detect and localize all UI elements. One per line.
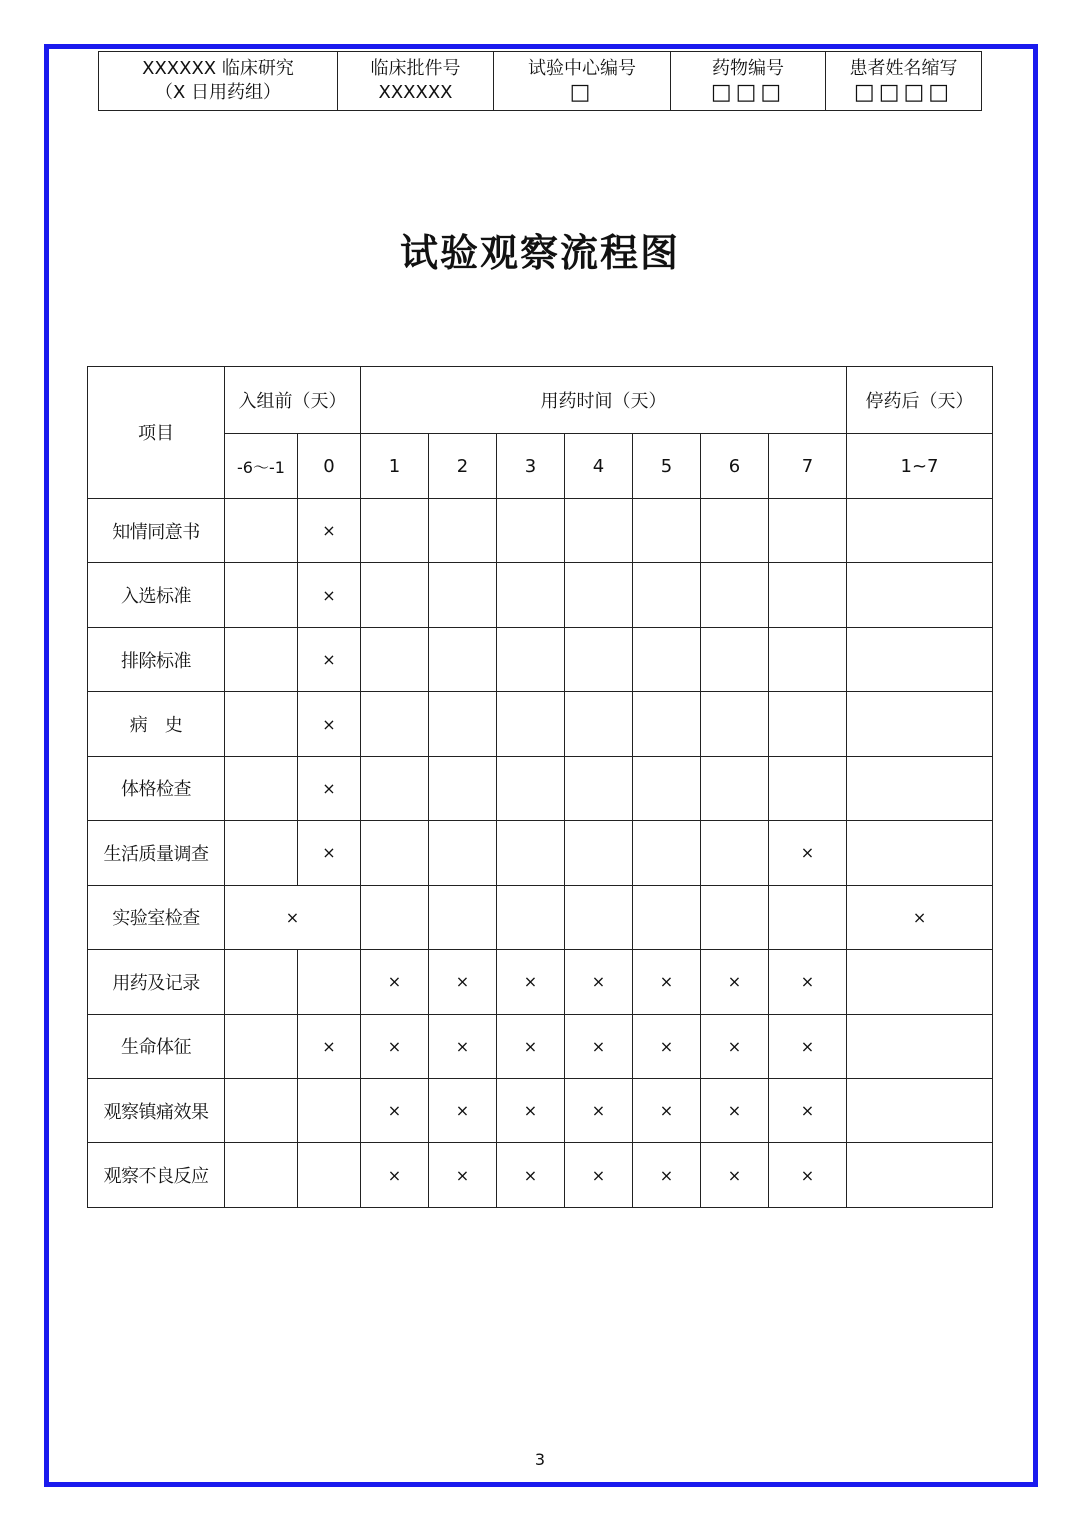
center-code-cell xyxy=(494,52,671,111)
table-row xyxy=(88,950,993,1014)
schedule-cell: × xyxy=(429,1143,497,1208)
patient-initials-cell xyxy=(826,52,982,111)
schedule-cell xyxy=(769,498,847,562)
schedule-cell xyxy=(769,692,847,756)
schedule-cell: × xyxy=(769,1143,847,1208)
schedule-cell: × xyxy=(361,1143,429,1208)
schedule-cell: × xyxy=(633,1143,701,1208)
schedule-cell: × xyxy=(429,950,497,1014)
schedule-cell xyxy=(429,563,497,627)
schedule-cell xyxy=(847,498,993,562)
schedule-cell: × xyxy=(298,821,361,885)
schedule-cell xyxy=(633,627,701,691)
schedule-cell: × xyxy=(361,1079,429,1143)
schedule-cell: × xyxy=(633,1014,701,1078)
schedule-cell: × xyxy=(298,756,361,820)
day-header: 1 xyxy=(361,434,429,498)
schedule-cell xyxy=(361,498,429,562)
schedule-cell xyxy=(225,692,298,756)
schedule-cell xyxy=(769,756,847,820)
schedule-cell xyxy=(225,756,298,820)
schedule-cell: × xyxy=(429,1014,497,1078)
day-header: 0 xyxy=(298,434,361,498)
approval-cell xyxy=(338,52,494,111)
row-label: 病 史 xyxy=(88,692,225,756)
schedule-cell xyxy=(633,563,701,627)
schedule-cell: × xyxy=(361,950,429,1014)
schedule-cell xyxy=(633,756,701,820)
schedule-cell xyxy=(565,627,633,691)
schedule-cell xyxy=(701,627,769,691)
day-header: 5 xyxy=(633,434,701,498)
table-row xyxy=(88,1014,993,1078)
page-number: 3 xyxy=(534,1450,546,1469)
schedule-cell xyxy=(429,885,497,949)
study-name: XXXXXX 临床研究 xyxy=(142,58,294,79)
header-info-table xyxy=(98,51,982,111)
day-header: -6～-1 xyxy=(225,434,298,498)
schedule-cell xyxy=(429,821,497,885)
schedule-cell xyxy=(847,821,993,885)
schedule-cell xyxy=(565,756,633,820)
schedule-cell xyxy=(497,885,565,949)
schedule-cell xyxy=(633,885,701,949)
schedule-cell xyxy=(701,563,769,627)
schedule-cell xyxy=(298,1079,361,1143)
schedule-cell-merged: × xyxy=(225,885,361,949)
schedule-cell xyxy=(361,821,429,885)
row-label: 入选标准 xyxy=(88,563,225,627)
schedule-cell: × xyxy=(701,1079,769,1143)
schedule-cell: × xyxy=(565,1014,633,1078)
dosing-period-header: 用药时间（天） xyxy=(361,367,847,434)
header-row-1 xyxy=(88,367,993,434)
schedule-cell xyxy=(429,756,497,820)
center-code-boxes[interactable]: □ xyxy=(569,80,595,105)
schedule-cell: × xyxy=(769,1079,847,1143)
study-group: （X 日用药组） xyxy=(154,82,282,103)
schedule-cell xyxy=(361,563,429,627)
row-label: 实验室检查 xyxy=(88,885,225,949)
table-row xyxy=(88,627,993,691)
schedule-cell: × xyxy=(429,1079,497,1143)
schedule-cell xyxy=(847,1143,993,1208)
schedule-cell: × xyxy=(565,1079,633,1143)
schedule-cell xyxy=(225,821,298,885)
schedule-cell xyxy=(847,950,993,1014)
schedule-cell: × xyxy=(565,1143,633,1208)
schedule-cell xyxy=(497,756,565,820)
schedule-cell: × xyxy=(769,1014,847,1078)
schedule-cell xyxy=(361,692,429,756)
table-row xyxy=(88,756,993,820)
schedule-cell xyxy=(633,821,701,885)
day-header: 2 xyxy=(429,434,497,498)
schedule-cell: × xyxy=(633,950,701,1014)
approval-value: XXXXXX xyxy=(378,82,453,103)
schedule-cell xyxy=(565,885,633,949)
schedule-cell: × xyxy=(497,1014,565,1078)
schedule-cell xyxy=(429,692,497,756)
schedule-cell xyxy=(847,627,993,691)
schedule-cell: × xyxy=(565,950,633,1014)
schedule-cell: × xyxy=(497,950,565,1014)
schedule-cell xyxy=(565,498,633,562)
row-label: 知情同意书 xyxy=(88,498,225,562)
table-row xyxy=(88,563,993,627)
schedule-cell: × xyxy=(769,950,847,1014)
schedule-cell xyxy=(497,498,565,562)
schedule-cell xyxy=(361,756,429,820)
schedule-cell: × xyxy=(847,885,993,949)
schedule-cell xyxy=(225,627,298,691)
schedule-cell xyxy=(633,498,701,562)
study-name-cell xyxy=(99,52,338,111)
center-code-label: 试验中心编号 xyxy=(528,58,636,79)
schedule-cell xyxy=(701,756,769,820)
row-label: 观察不良反应 xyxy=(88,1143,225,1208)
day-header: 6 xyxy=(701,434,769,498)
day-header: 7 xyxy=(769,434,847,498)
schedule-cell xyxy=(565,563,633,627)
schedule-cell xyxy=(769,563,847,627)
pre-enrollment-header: 入组前（天） xyxy=(225,367,361,434)
schedule-cell xyxy=(565,821,633,885)
schedule-cell xyxy=(497,692,565,756)
schedule-cell: × xyxy=(298,498,361,562)
schedule-cell: × xyxy=(497,1079,565,1143)
schedule-cell xyxy=(847,692,993,756)
schedule-cell xyxy=(497,627,565,691)
drug-code-label: 药物编号 xyxy=(712,58,784,79)
schedule-cell: × xyxy=(298,627,361,691)
schedule-cell xyxy=(497,821,565,885)
schedule-cell xyxy=(847,1079,993,1143)
schedule-cell xyxy=(565,692,633,756)
approval-label: 临床批件号 xyxy=(370,58,461,79)
page-title: 试验观察流程图 xyxy=(399,231,680,275)
schedule-cell xyxy=(769,627,847,691)
schedule-cell: × xyxy=(769,821,847,885)
table-row xyxy=(88,821,993,885)
day-header: 3 xyxy=(497,434,565,498)
schedule-cell xyxy=(298,950,361,1014)
schedule-cell xyxy=(633,692,701,756)
table-row xyxy=(88,1079,993,1143)
schedule-cell xyxy=(701,885,769,949)
schedule-cell: × xyxy=(701,950,769,1014)
schedule-cell xyxy=(225,1079,298,1143)
schedule-cell xyxy=(361,627,429,691)
schedule-cell xyxy=(847,756,993,820)
schedule-cell xyxy=(429,498,497,562)
row-label: 生命体征 xyxy=(88,1014,225,1078)
schedule-cell: × xyxy=(298,692,361,756)
schedule-cell xyxy=(847,563,993,627)
row-label: 体格检查 xyxy=(88,756,225,820)
schedule-cell xyxy=(225,563,298,627)
patient-initials-boxes[interactable]: □□□□ xyxy=(853,80,954,105)
row-label: 用药及记录 xyxy=(88,950,225,1014)
table-row xyxy=(88,1143,993,1208)
row-label: 观察镇痛效果 xyxy=(88,1079,225,1143)
row-label: 生活质量调查 xyxy=(88,821,225,885)
schedule-cell xyxy=(429,627,497,691)
drug-code-boxes[interactable]: □□□ xyxy=(710,80,786,105)
table-row xyxy=(88,885,993,949)
schedule-cell xyxy=(769,885,847,949)
schedule-cell xyxy=(847,1014,993,1078)
schedule-cell: × xyxy=(701,1014,769,1078)
schedule-cell xyxy=(701,821,769,885)
day-header: 1~7 xyxy=(847,434,993,498)
row-label: 排除标准 xyxy=(88,627,225,691)
schedule-cell: × xyxy=(633,1079,701,1143)
schedule-cell: × xyxy=(298,563,361,627)
drug-code-cell xyxy=(671,52,826,111)
schedule-cell xyxy=(225,498,298,562)
schedule-table xyxy=(87,366,993,1208)
table-row xyxy=(88,692,993,756)
schedule-cell xyxy=(701,498,769,562)
table-row xyxy=(88,498,993,562)
schedule-cell xyxy=(225,1014,298,1078)
schedule-cell: × xyxy=(298,1014,361,1078)
schedule-cell: × xyxy=(701,1143,769,1208)
schedule-cell xyxy=(361,885,429,949)
item-header: 项目 xyxy=(88,367,225,499)
schedule-cell xyxy=(225,950,298,1014)
schedule-cell: × xyxy=(497,1143,565,1208)
schedule-cell xyxy=(225,1143,298,1208)
schedule-cell xyxy=(497,563,565,627)
post-dosing-header: 停药后（天） xyxy=(847,367,993,434)
schedule-cell xyxy=(298,1143,361,1208)
schedule-cell xyxy=(701,692,769,756)
day-header: 4 xyxy=(565,434,633,498)
schedule-cell: × xyxy=(361,1014,429,1078)
patient-initials-label: 患者姓名缩写 xyxy=(849,58,958,79)
